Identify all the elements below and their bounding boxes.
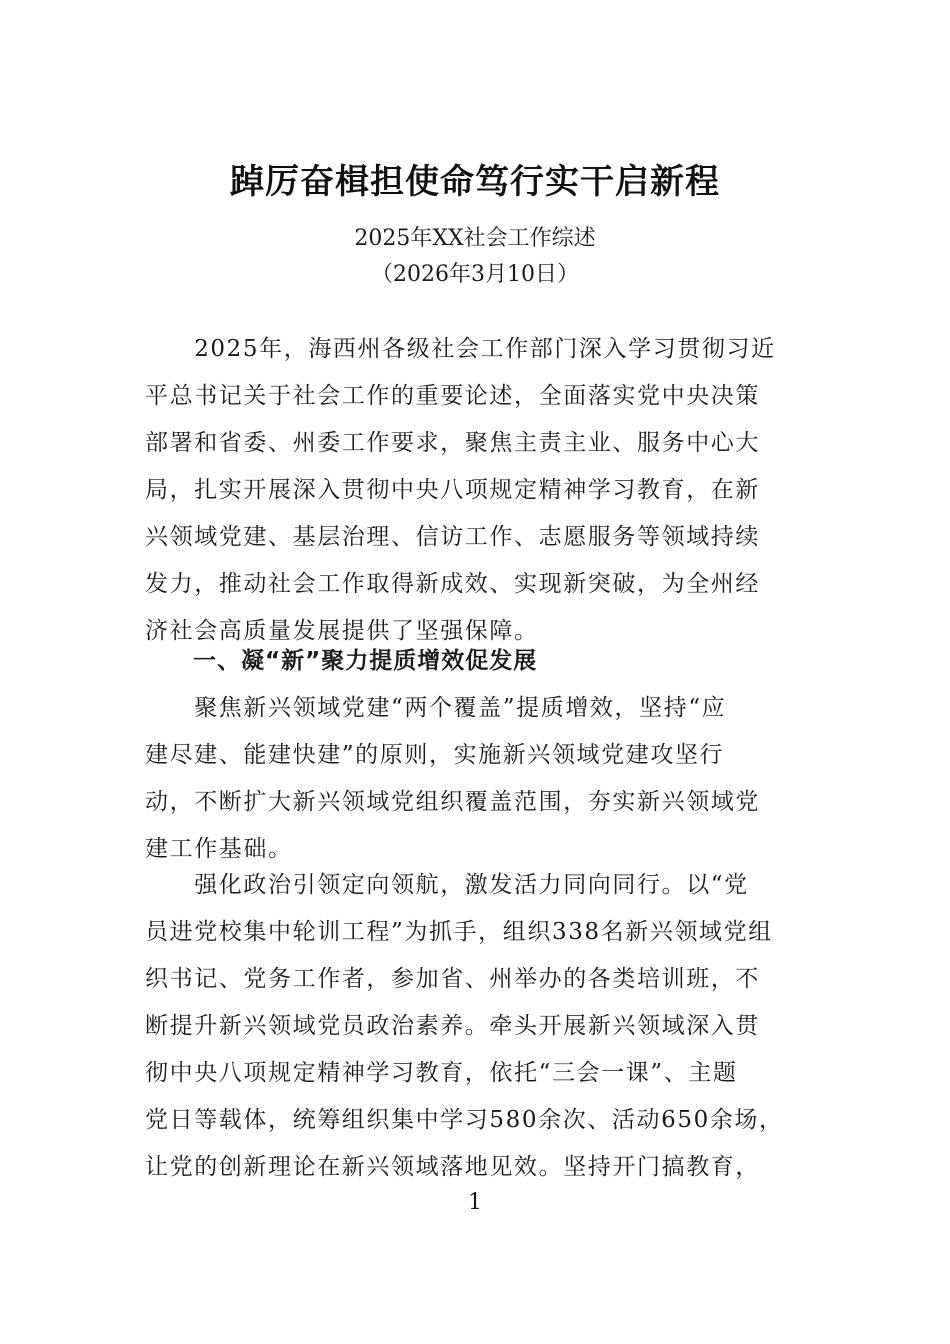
text-line: 兴领域党建、基层治理、信访工作、志愿服务等领域持续 xyxy=(145,524,760,550)
document-date: （2026年3月10日） xyxy=(371,262,579,287)
paragraph-section-intro xyxy=(145,685,810,873)
text-line: 动，不断扩大新兴领域党组织覆盖范围，夯实新兴领域党 xyxy=(145,789,760,815)
text-line: 强化政治引领定向领航，激发活力同向同行。以“党 xyxy=(145,872,749,898)
paragraph-political-guidance xyxy=(145,862,810,1191)
text-line: 让党的创新理论在新兴领域落地见效。坚持开门搞教育， xyxy=(145,1154,760,1180)
text-line: 济社会高质量发展提供了坚强保障。 xyxy=(145,618,539,644)
text-line: 党日等载体，统筹组织集中学习580余次、活动650余场， xyxy=(145,1107,784,1133)
text-line: 聚焦新兴领域党建“两个覆盖”提质增效，坚持“应 xyxy=(145,695,727,721)
document-subtitle: 2025年XX社会工作综述 xyxy=(354,226,596,251)
text-line: 发力，推动社会工作取得新成效、实现新突破，为全州经 xyxy=(145,571,760,597)
text-line: 员进党校集中轮训工程”为抓手，组织338名新兴领域党组 xyxy=(145,919,773,945)
text-line: 2025年，海西州各级社会工作部门深入学习贯彻习近 xyxy=(145,336,776,362)
text-line: 彻中央八项规定精神学习教育，依托“三会一课”、主题 xyxy=(145,1060,738,1086)
text-line: 建工作基础。 xyxy=(145,836,293,862)
text-line: 部署和省委、州委工作要求，聚焦主责主业、服务中心大 xyxy=(145,430,760,456)
text-line: 织书记、党务工作者，参加省、州举办的各类培训班，不 xyxy=(145,966,760,992)
document-title: 踔厉奋楫担使命笃行实干启新程 xyxy=(230,162,720,202)
section-heading: 一、凝“新”聚力提质增效促发展 xyxy=(193,648,538,674)
text-line: 断提升新兴领域党员政治素养。牵头开展新兴领域深入贯 xyxy=(145,1013,760,1039)
text-line: 平总书记关于社会工作的重要论述，全面落实党中央决策 xyxy=(145,383,760,409)
paragraph-intro xyxy=(145,326,810,655)
text-line: 建尽建、能建快建”的原则，实施新兴领域党建攻坚行 xyxy=(145,742,725,768)
page-number: 1 xyxy=(468,1190,482,1215)
text-line: 局，扎实开展深入贯彻中央八项规定精神学习教育，在新 xyxy=(145,477,760,503)
